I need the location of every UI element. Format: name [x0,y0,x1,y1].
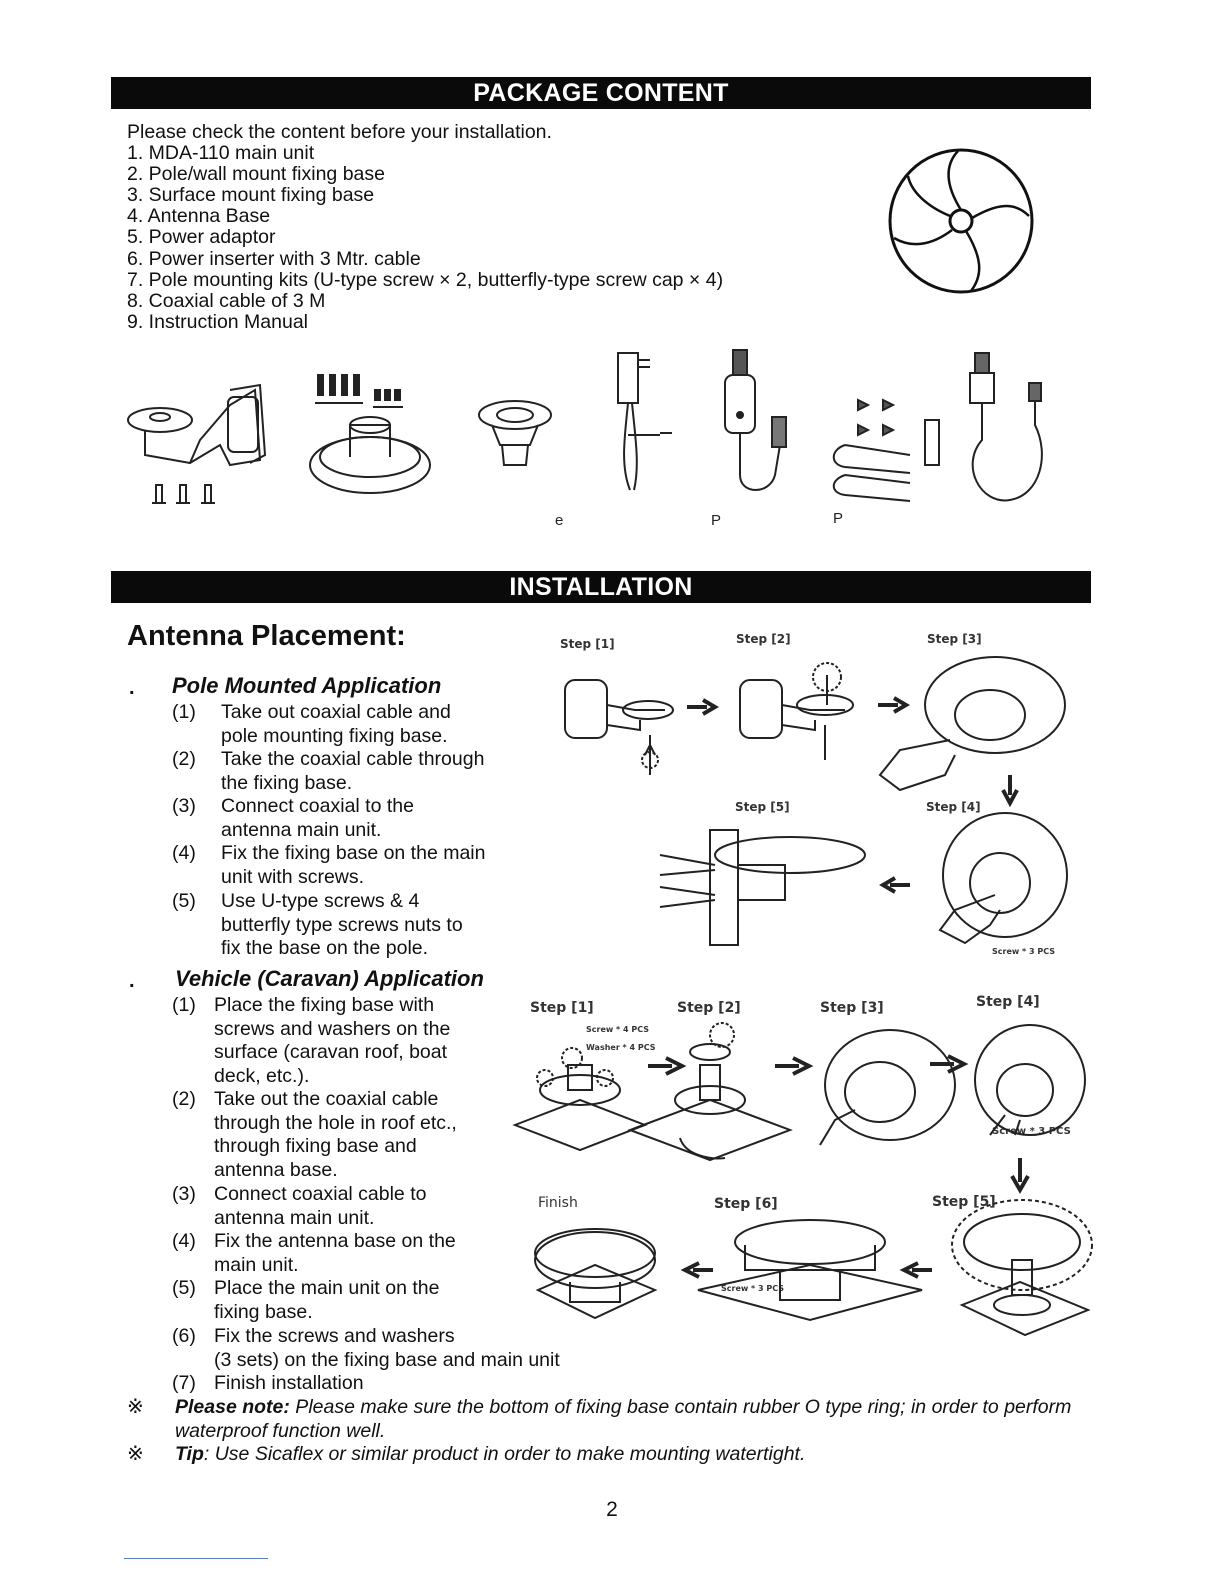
package-content-banner: PACKAGE CONTENT [111,77,1091,109]
diagram-step-label: Step [3] [820,1000,884,1016]
screw-count-label: Screw * 3 PCS [721,1284,785,1293]
step-number: (6) [172,1325,196,1347]
diagram-step-label: Step [1] [560,637,615,651]
tip-label: Tip [175,1443,204,1465]
screw-count-label: Screw * 3 PCS [992,1126,1071,1137]
package-item: 2. Pole/wall mount fixing base [127,163,385,186]
antenna-placement-heading: Antenna Placement: [127,620,406,652]
step-text: Place the fixing base with [214,994,435,1016]
part-caption: e [555,512,564,529]
step-text: antenna base. [214,1158,338,1181]
tip-text: : Use Sicaflex or similar product in order to make mounting watertight. [203,1443,806,1465]
footer-rule [124,1558,268,1559]
diagram-step-label: Step [2] [677,1000,741,1016]
step-number: (7) [172,1372,196,1394]
step-text: Fix the screws and washers [214,1325,455,1347]
power-adaptor-icon [618,353,672,490]
step-number: (3) [172,795,196,817]
diagram-step-label: Step [5] [932,1194,996,1210]
step-text: Take out coaxial cable and [221,701,451,723]
vehicle-mount-diagram [510,1020,1100,1355]
antenna-base-icon [479,401,551,465]
surface-mount-base-icon [310,375,430,493]
package-intro: Please check the content before your installation. [127,121,552,143]
installation-banner: INSTALLATION [111,571,1091,603]
part-caption: P [833,510,844,527]
step-text: fix the base on the pole. [221,937,429,959]
step-text: main unit. [214,1253,299,1276]
step-text: deck, etc.). [214,1064,310,1087]
step-text: through fixing base and [214,1135,417,1157]
step-text: unit with screws. [221,865,365,888]
step-number: (1) [172,994,196,1016]
step-text: pole mounting fixing base. [221,724,448,747]
step-text: Use U-type screws & 4 [221,890,420,912]
diagram-step-label: Step [4] [976,994,1040,1010]
step-text: Finish installation [214,1372,364,1394]
step-number: (1) [172,701,196,723]
package-item: 7. Pole mounting kits (U-type screw × 2, butterfly-type screw cap × 4) [127,268,724,291]
step-text: butterfly type screws nuts to [221,913,463,936]
step-text: surface (caravan roof, boat [214,1041,448,1063]
step-text: Connect coaxial cable to [214,1183,427,1205]
package-item: 3. Surface mount fixing base [127,184,375,207]
step-text: antenna main unit. [221,818,382,841]
diagram-step-label: Step [6] [714,1196,778,1212]
step-text: the fixing base. [221,771,353,794]
package-item: 4. Antenna Base [127,205,271,228]
part-caption: P [711,512,722,529]
package-item: 9. Instruction Manual [127,310,309,333]
bullet: . [129,970,135,992]
step-text: screws and washers on the [214,1017,451,1040]
step-text: Take out the coaxial cable [214,1088,439,1110]
step-number: (5) [172,1277,196,1299]
package-item: 6. Power inserter with 3 Mtr. cable [127,247,421,270]
tip-mark: ※ [127,1443,144,1465]
package-item: 8. Coaxial cable of 3 M [127,289,326,312]
pole-mounted-heading: Pole Mounted Application [172,673,442,698]
package-item: 1. MDA-110 main unit [127,142,315,165]
main-unit-illustration [886,146,1036,296]
vehicle-application-heading: Vehicle (Caravan) Application [175,966,484,991]
diagram-step-label: Step [2] [736,632,791,646]
step-number: (5) [172,890,196,912]
pole-mounting-kit-icon [834,400,939,501]
step-text: (3 sets) on the fixing base and main unit [214,1348,560,1371]
coaxial-cable-icon [970,353,1042,500]
step-text: Take the coaxial cable through [221,748,485,770]
screw-count-label: Screw * 4 PCS [586,1025,650,1034]
page-number: 2 [606,1498,618,1521]
screw-count-label: Screw * 3 PCS [992,947,1056,956]
step-number: (2) [172,1088,196,1110]
step-number: (4) [172,842,196,864]
step-text: Fix the antenna base on the [214,1230,456,1252]
diagram-finish-label: Finish [538,1195,578,1211]
power-inserter-icon [725,350,786,490]
step-number: (3) [172,1183,196,1205]
bullet: . [129,677,135,699]
diagram-step-label: Step [1] [530,1000,594,1016]
pole-mount-diagram [555,655,1075,955]
step-text: Connect coaxial to the [221,795,414,817]
package-list [127,122,723,333]
washer-count-label: Washer * 4 PCS [586,1043,656,1052]
package-item: 5. Power adaptor [127,226,276,249]
diagram-step-label: Step [3] [927,632,982,646]
step-text: Place the main unit on the [214,1277,440,1299]
step-text: through the hole in roof etc., [214,1111,457,1134]
package-parts-illustration [120,345,1060,515]
step-number: (4) [172,1230,196,1252]
diagram-step-label: Step [4] [926,800,981,814]
note-label: Please note: [175,1396,290,1418]
pole-wall-mount-icon [128,385,265,503]
note-text: Please make sure the bottom of fixing base contain rubber O type ring; in order to perform waterproof function well. [175,1396,1072,1442]
step-text: fixing base. [214,1300,313,1323]
step-text: antenna main unit. [214,1206,375,1229]
step-number: (2) [172,748,196,770]
diagram-step-label: Step [5] [735,800,790,814]
step-text: Fix the fixing base on the main [221,842,486,864]
note-mark: ※ [127,1396,144,1418]
